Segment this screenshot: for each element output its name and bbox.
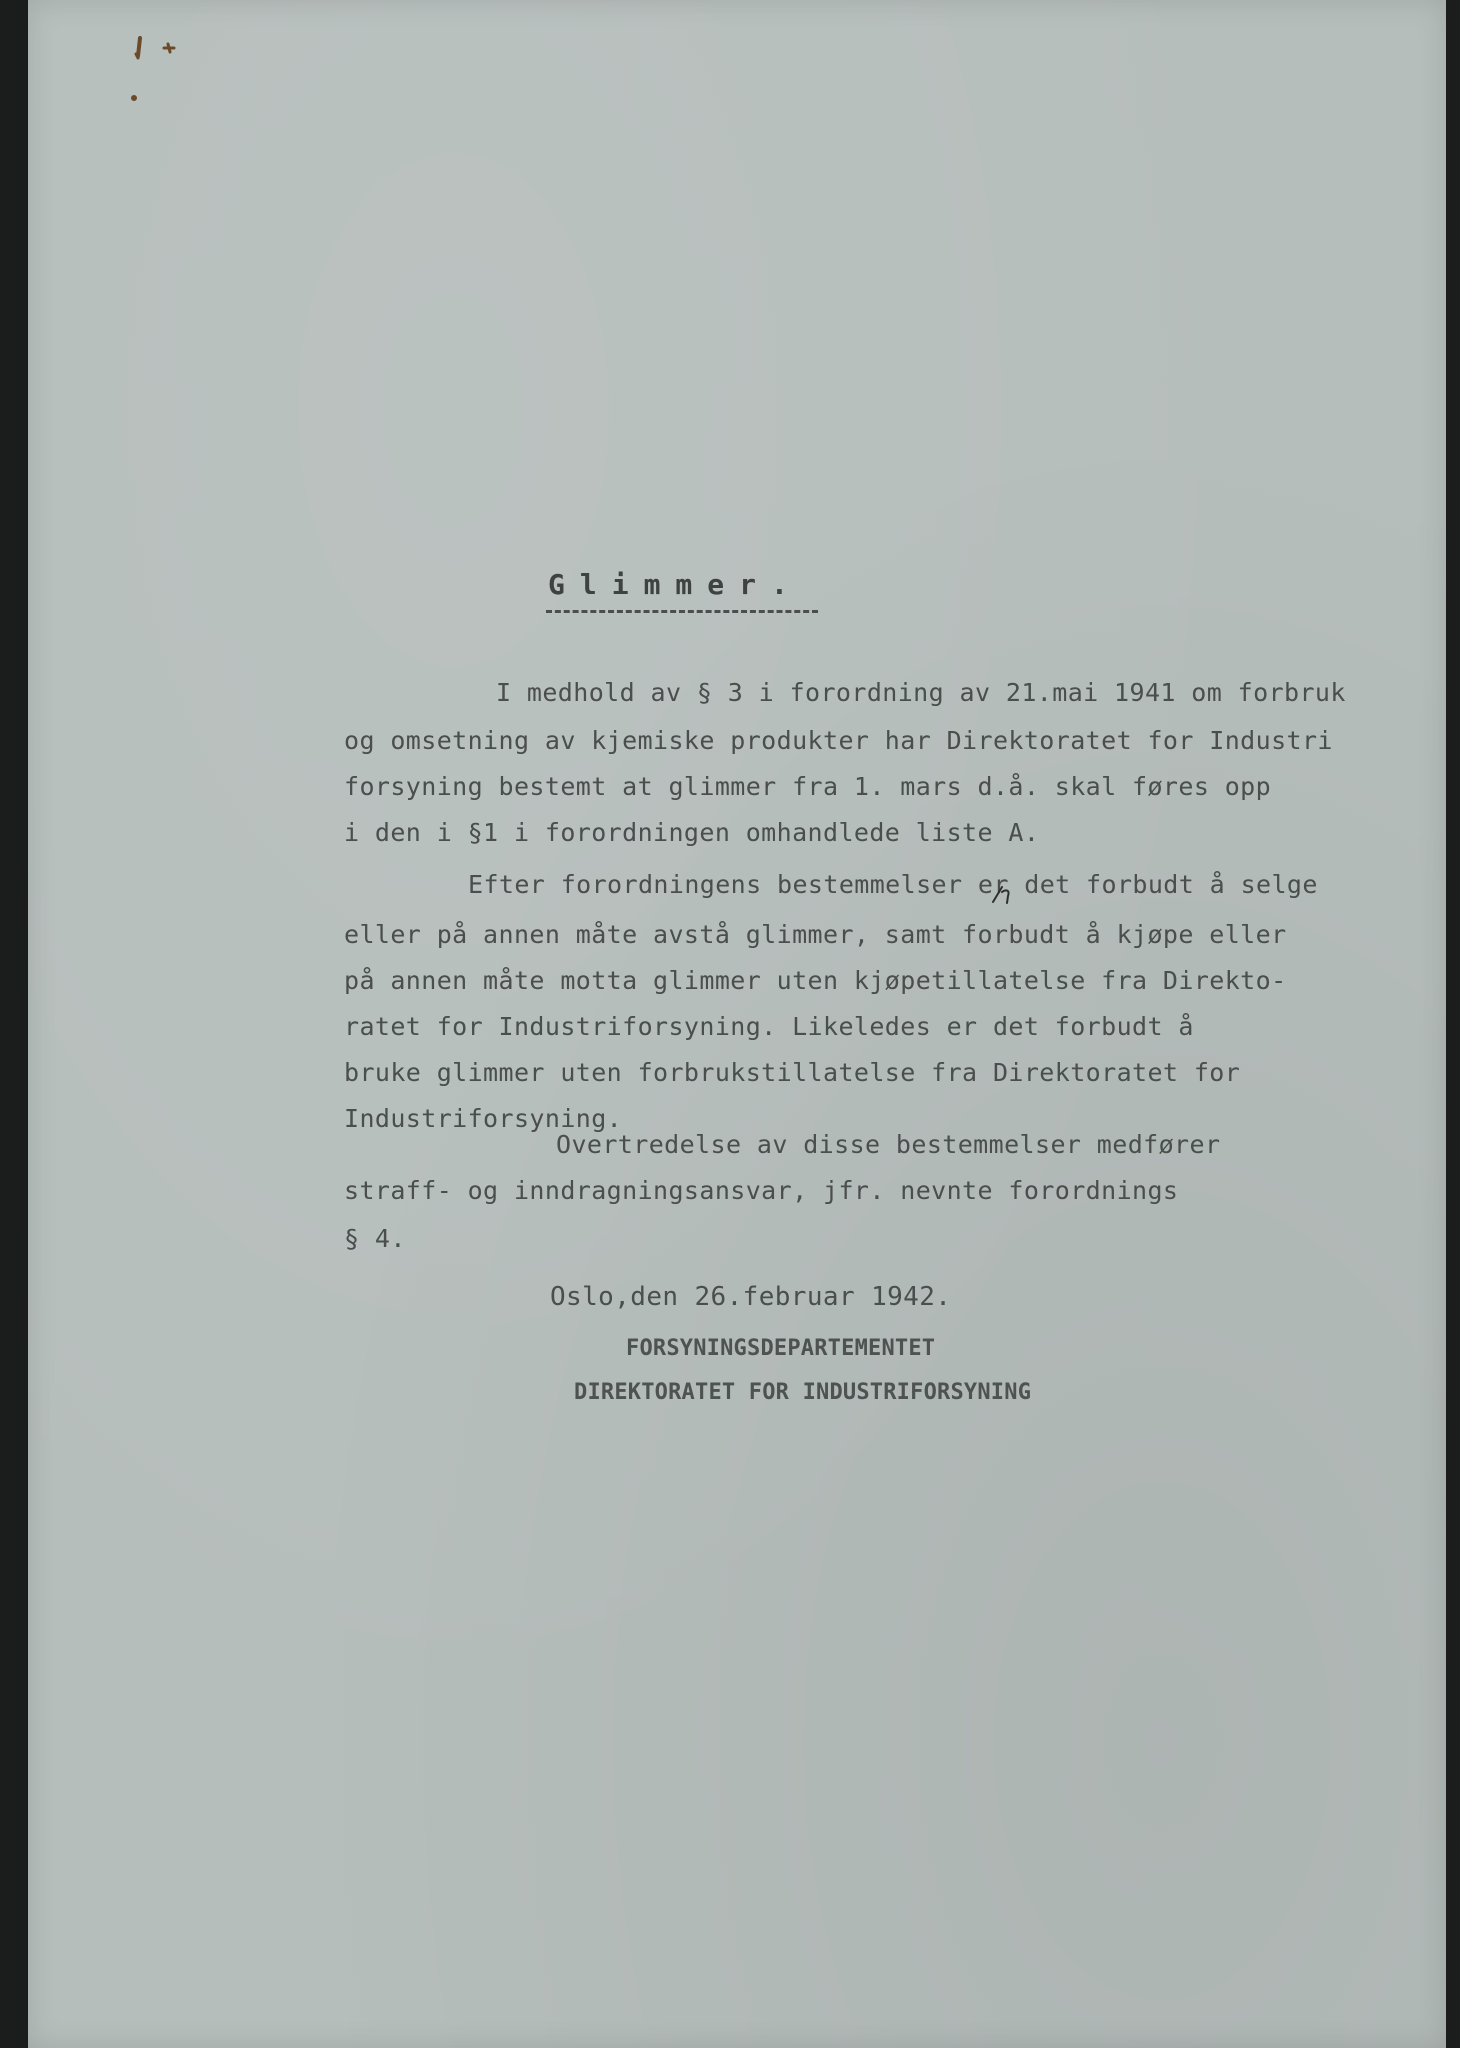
title-underline (546, 610, 818, 613)
body-line-8: ratet for Industriforsyning. Likeledes er det forbudt å (344, 1012, 1194, 1041)
body-line-11: Overtredelse av disse bestemmelser medfører (556, 1130, 1221, 1159)
document-page (28, 0, 1446, 2048)
place-date: Oslo,den 26.februar 1942. (550, 1282, 952, 1312)
ink-marks (98, 34, 178, 114)
body-line-3: forsyning bestemt at glimmer fra 1. mars d.å. skal føres opp (344, 772, 1272, 801)
body-line-5: Efter forordningens bestemmelser er det forbudt å selge (468, 870, 1318, 899)
body-line-1: I medhold av § 3 i forordning av 21.mai 1941 om forbruk (496, 678, 1346, 707)
body-line-4: i den i §1 i forordningen omhandlede liste A. (344, 818, 1040, 847)
body-line-7: på annen måte motta glimmer uten kjøpetillatelse fra Direkto- (344, 966, 1287, 995)
body-line-10: Industriforsyning. (344, 1104, 623, 1133)
body-line-12: straff- og inndragningsansvar, jfr. nevnte forordnings (344, 1176, 1179, 1205)
handwritten-correction-mark (990, 884, 1016, 906)
signature-directorate: DIREKTORATET FOR INDUSTRIFORSYNING (574, 1380, 1032, 1405)
body-line-9: bruke glimmer uten forbrukstillatelse fra Direktoratet for (344, 1058, 1241, 1087)
body-line-2: og omsetning av kjemiske produkter har Direktoratet for Industri (344, 726, 1333, 755)
document-title: Glimmer. (548, 568, 803, 601)
signature-department: FORSYNINGSDEPARTEMENTET (626, 1336, 936, 1361)
body-line-13: § 4. (344, 1224, 406, 1253)
body-line-6: eller på annen måte avstå glimmer, samt forbudt å kjøpe eller (344, 920, 1287, 949)
